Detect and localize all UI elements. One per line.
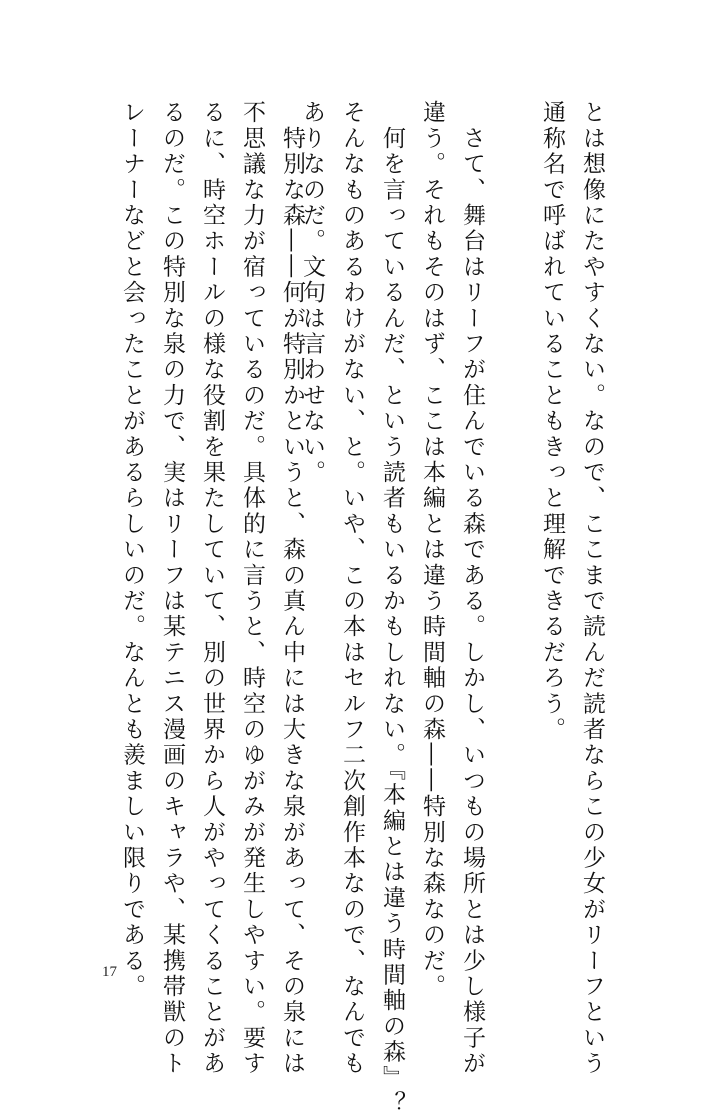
text-line: さて、舞台はリーフが住んでいる森である。しかし、いつもの場所とは少し様子が: [459, 100, 485, 1077]
text-line: とは想像にたやすくない。なので、ここまで読んだ読者ならこの少女がリーフという: [579, 100, 605, 1077]
text-line: ありなのだ。文句は言わせない。: [299, 100, 325, 486]
text-line: るのだ。この特別な泉の力で、実はリーフは某テニス漫画のキャラや、某携帯獣のト: [159, 100, 185, 1077]
text-line: レーナーなどと会ったことがあるらしいのだ。なんとも羨ましい限りである。: [119, 100, 145, 1000]
page-number: 17: [102, 964, 117, 980]
text-line: 不思議な力が宿っているのだ。具体的に言うと、時空のゆがみが発生しやすい。要す: [239, 100, 265, 1077]
text-line: 通称名で呼ばれていることもきっと理解できるだろう。: [539, 100, 565, 743]
text-line: 違う。それもそのはず、ここは本編とは違う時間軸の森――特別な森なのだ。: [419, 100, 445, 1000]
text-line: そんなものあるわけがない、と。いや、この本はセルフ二次創作本なので、なんでも: [339, 100, 365, 1077]
text-line: 何を言っているんだ、という読者もいるかもしれない。『本編とは違う時間軸の森』？: [379, 100, 405, 1117]
text-line: るに、時空ホールの様な役割を果たしていて、別の世界から人がやってくることがあ: [199, 100, 225, 1077]
text-line: 特別な森――何が特別かというと、森の真ん中には大きな泉があって、その泉には: [279, 100, 305, 1077]
